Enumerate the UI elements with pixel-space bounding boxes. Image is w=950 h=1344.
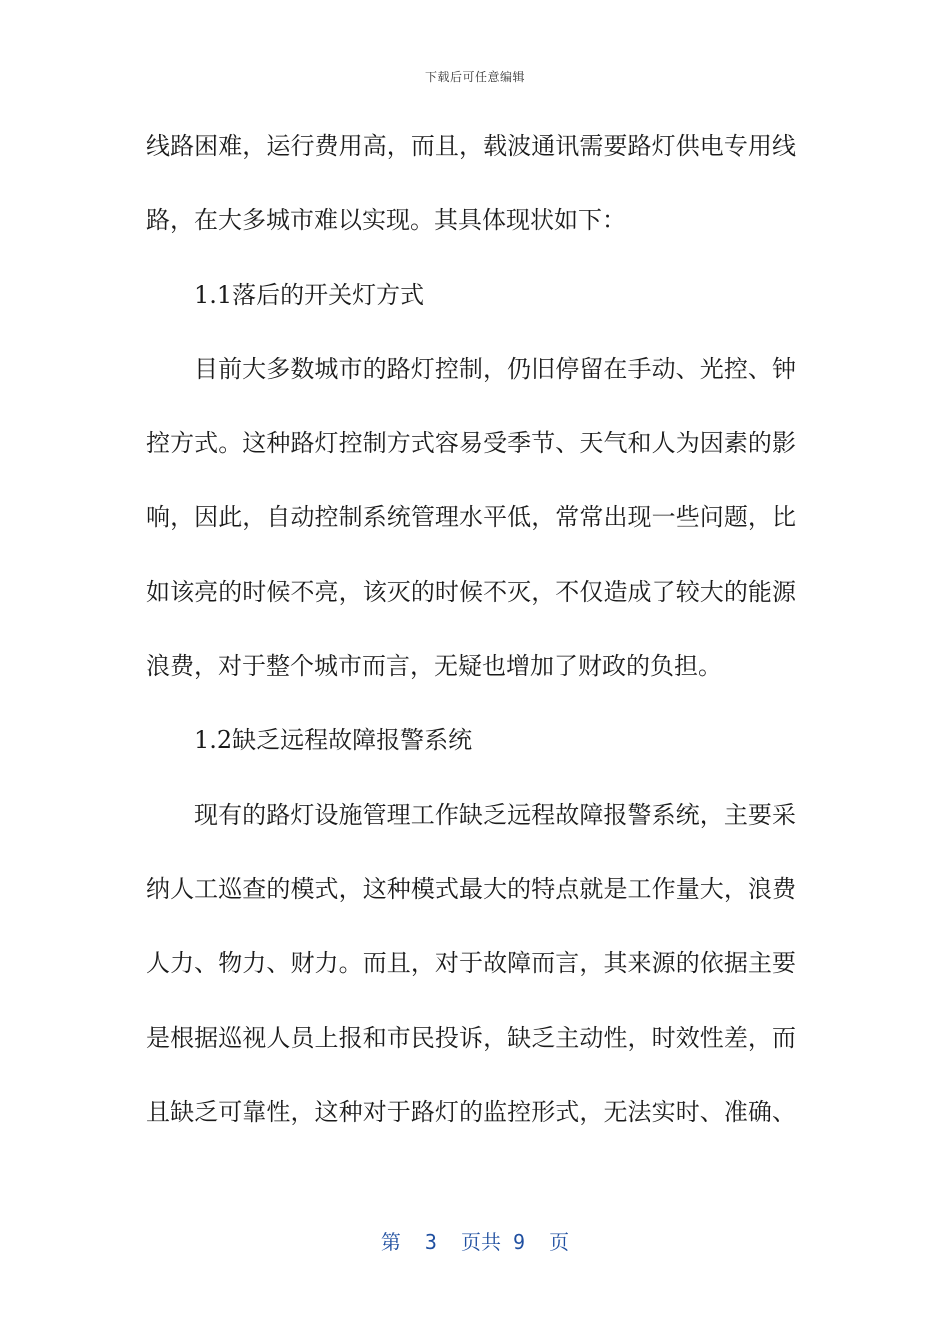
header-note: 下载后可任意编辑 xyxy=(424,70,525,84)
document-body xyxy=(146,122,796,1162)
body-line: 线路困难，运行费用高，而且，载波通讯需要路灯供电专用线 xyxy=(146,132,796,160)
body-line: 如该亮的时候不亮，该灭的时候不灭，不仅造成了较大的能源 xyxy=(146,577,796,606)
body-line: 路，在大多城市难以实现。其具体现状如下： xyxy=(146,206,626,235)
body-line: 响，因此，自动控制系统管理水平低，常常出现一些问题，比 xyxy=(146,503,796,532)
body-line: 浪费，对于整个城市而言，无疑也增加了财政的负担。 xyxy=(146,652,722,681)
body-line: 控方式。这种路灯控制方式容易受季节、天气和人为因素的影 xyxy=(146,429,796,458)
body-line: 目前大多数城市的路灯控制，仍旧停留在手动、光控、钟 xyxy=(194,354,796,383)
body-line: 是根据巡视人员上报和市民投诉，缺乏主动性，时效性差，而 xyxy=(146,1023,796,1052)
section-heading: 1.1落后的开关灯方式 xyxy=(194,280,425,309)
body-line: 纳人工巡查的模式，这种模式最大的特点就是工作量大，浪费 xyxy=(146,874,796,903)
body-line: 且缺乏可靠性，这种对于路灯的监控形式，无法实时、准确、 xyxy=(146,1097,796,1126)
section-heading: 1.2缺乏远程故障报警系统 xyxy=(194,726,473,755)
body-line: 现有的路灯设施管理工作缺乏远程故障报警系统，主要采 xyxy=(194,800,796,829)
body-line: 人力、物力、财力。而且，对于故障而言，其来源的依据主要 xyxy=(146,949,796,978)
page-number-footer: 第 3 页共 9 页 xyxy=(380,1230,570,1254)
